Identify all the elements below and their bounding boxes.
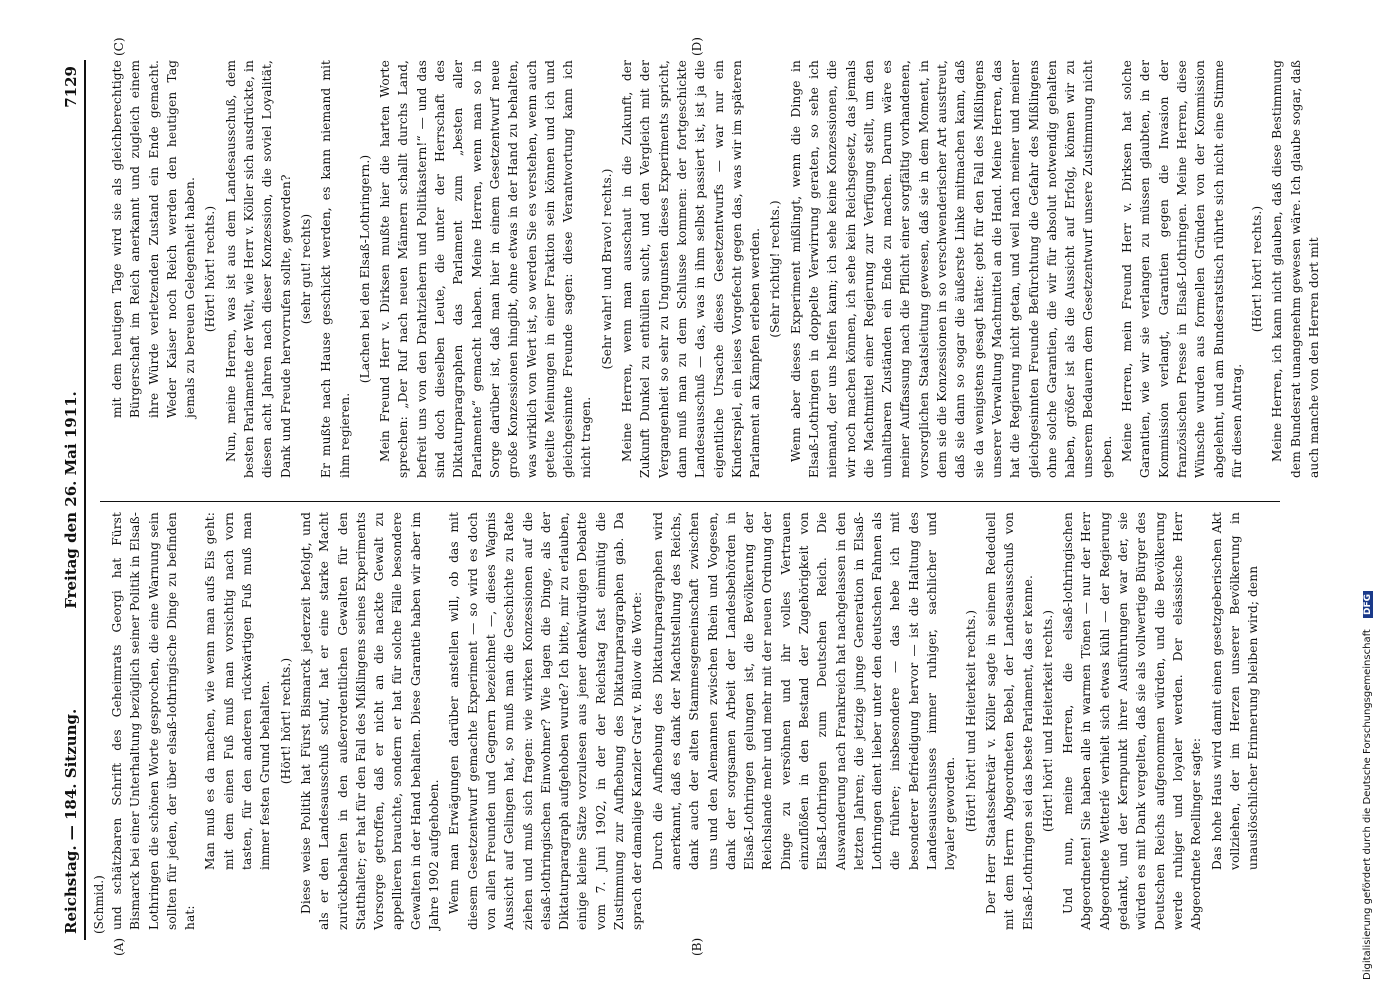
quote: mit dem heutigen Tage wird sie als gleichberechtigte Bürgerschaft im Reich anerkannt und zugleich einem ihre Würde verletzenden Zustand ein Ende gemacht. Weder Kaiser noch Reich werden den heutigen Tag jemals zu bereuen Gelegenheit haben. bbox=[110, 60, 198, 418]
credit-text: Digitalisierung gefördert durch die Deutsche Forschungsgemeinschaft bbox=[1362, 629, 1373, 980]
paragraph: Diese weise Politik hat Fürst Bismarck jederzeit befolgt, und als er den Landesausschuß schuf, hat er eine starke Macht zurückbehalten in den außerordentlichen Gewalten für den Statthalter; er hat für den Fall des Mißlingens seines Experiments Vorsorge getroffen, daß er nicht an die nackte Gewalt zu appellieren brauchte, sondern er hat für solche Fälle besondere Gewalten in der Hand behalten. Diese Garantie haben wir aber im Jahre 1902 aufgehoben. bbox=[298, 512, 442, 930]
paragraph: und schätzbaren Schrift des Geheimrats Georgi hat Fürst Bismarck bei einer Unterhaltung bezüglich seiner Politik in Elsaß-Lothringen die schönen Worte gesprochen, die eine Warnung sein sollten für jeden, der über elsaß-lothringische Dinge zu befinden hat: bbox=[110, 512, 198, 930]
paragraph: Und nun, meine Herren, die elsaß-lothringischen Abgeordneten! Sie haben alle in warmen Tönen — nur der Herr Abgeordnete Wetterlé verhielt sich etwas kühl — der Regierung gedankt, und der Kernpunkt ihrer Ausführungen war der, sie würden es mit Dank vergelten, daß sie als vollwertige Bürger des Deutschen Reichs aufgenommen würden, und die Bevölkerung werde ruhiger und loyaler werden. Der elsässische Herr Abgeordnete Roellinger sagte: bbox=[1061, 512, 1204, 930]
margin-marker-a: (A) bbox=[112, 937, 126, 956]
header-left: Reichstag. — 184. Sitzung. bbox=[62, 708, 80, 934]
margin-marker-d: (D) bbox=[690, 37, 704, 56]
digitization-credit bbox=[1362, 0, 1378, 980]
interjection: (Hört! hört! und Heiterkeit rechts.) bbox=[963, 609, 978, 833]
quote: Man muß es da machen, wie wenn man aufs Eis geht: mit dem einen Fuß muß man vorsichtig nach vorn tasten, für den anderen rückwärtigen Fuß muß man immer festen Grund behalten. bbox=[203, 512, 273, 870]
paragraph: Meine Herren, ich kann nicht glauben, daß diese Bestimmung dem Bundesrat unangenehm gewesen wäre. Ich glaube sogar, daß auch manche von den Herren dort mit bbox=[1270, 60, 1321, 478]
paragraph: Nun, meine Herren, was ist aus dem Landesausschuß, dem besten Parlamente der Welt, wie Herr v. Köller sich ausdrückte, in diesen acht Jahren nach dieser Konzession, die soviel Loyalität, Dank und Freude hervorrufen sollte, geworden? bbox=[223, 60, 293, 478]
paragraph: Wenn aber dieses Experiment mißlingt, wenn die Dinge in Elsaß-Lothringen in doppelte Verwirrung geraten, so sehe ich niemand, der uns helfen kann; ich sehe keine Konzessionen, die wir noch machen können, ich sehe kein Reichsgesetz, das jemals die Machtmittel einer Regierung zur Verfügung stellt, um den unhaltbaren Zuständen ein Ende zu machen. Darum wäre es meiner Auffassung nach die Pflicht einer sorgfältig vorhandenen, vorsorglichen Staatsleitung gewesen, daß sie in dem Moment, in dem sie die Konzessionen in so verschwenderischer Art ausstreut, daß sie dann so sogar die äußerste Linke mitmachen kann, daß sie da wenigstens gesagt hätte: gebt für den Fall des Mißlingens unserer Verwaltung Machtmittel an die Hand. Meine Herren, das hat die Regierung nicht getan, und weil nach meiner und meiner gleichgesinnten Freunde Befürchtung die Gefahr des Mißlingens ohne solche Garantien, die wir für absolut notwendig gehalten haben, größer ist als die Aussicht auf Erfolg, können wir zu unserem Bedauern dem Gesetzentwurf unsere Zustimmung nicht geben. bbox=[788, 60, 1114, 478]
speaker-continuation: (Schmid.) bbox=[92, 875, 106, 934]
page-number: 7129 bbox=[62, 66, 80, 108]
paragraph: Mein Freund Herr v. Dirksen mußte hier die harten Worte sprechen: „Der Ruf nach neuen Männern schallt durchs Land, befreit uns von den Drahtziehern und Politikastern!“ — und das sind doch dieselben Leute, die unter der Herrschaft des Diktaturparagraphen das Parlament zum „besten aller Parlamente“ gemacht haben. Meine Herren, wenn man so in Sorge darüber ist, daß man hier in einem Gesetzentwurf neue große Konzessionen hingibt, ohne etwas in der Hand zu behalten, was wirklich von Wert ist, so werden Sie es verstehen, wenn auch geteilte Meinungen in einer Fraktion sein können und ich und gleichgesinnte Freunde sagen: diese Verantwortung kann ich nicht tragen. bbox=[378, 60, 594, 478]
quote: Durch die Aufhebung des Diktaturparagraphen wird anerkannt, daß es dank der Machtstellung des Reichs, dank auch der alten Stammesgemeinschaft zwischen uns und den Alemannen zwischen Rhein und Vogesen, dank der sorgsamen Arbeit der Landesbehörden in Elsaß-Lothringen gelungen ist, die Bevölkerung der Reichslande mehr und mehr mit der neuen Ordnung der Dinge zu versöhnen und ihr volles Vertrauen einzuflößen in den Bestand der Zugehörigkeit von Elsaß-Lothringen zum Deutschen Reich. Die Auswanderung nach Frankreich hat nachgelassen in den letzten Jahren; die jetzige junge Generation in Elsaß-Lothringen dient lieber unter den deutschen Fahnen als die frühere; insbesondere — das hebe ich mit besonderer Befriedigung hervor — ist die Haltung des Landesausschusses immer ruhiger, sachlicher und loyaler geworden. bbox=[650, 512, 958, 870]
paragraph: Meine Herren, wenn man ausschaut in die Zukunft, der Zukunft Dunkel zu enthüllen sucht, und den Vergleich mit der Vergangenheit so sehr zu Ungunsten dieses Experiments spricht, dann muß man zu dem Schlusse kommen: der fortgeschickte Landesausschuß — das, was in ihm selbst passiert ist, ist ja die eigentliche Ursache dieses Gesetzentwurfs — war nur ein Kinderspiel, ein leises Vorgefecht gegen das, was wir im späteren Parlament an Kämpfen erleben werden. bbox=[620, 60, 763, 478]
quote: Das hohe Haus wird damit einen gesetzgeberischen Akt vollziehen, der im Herzen unserer Bevölkerung in unauslöschlicher Erinnerung bleiben wird; denn bbox=[1209, 512, 1261, 870]
interjection: (Sehr richtig! rechts.) bbox=[768, 200, 783, 338]
interjection: (Hört! hört! rechts.) bbox=[1250, 205, 1265, 333]
margin-marker-b: (B) bbox=[690, 937, 704, 956]
column-divider bbox=[100, 501, 1280, 502]
interjection: (Sehr wahr! und Bravo! rechts.) bbox=[599, 168, 614, 370]
interjection: (sehr gut! rechts) bbox=[298, 213, 313, 325]
header-date: Freitag den 26. Mai 1911. bbox=[62, 391, 80, 609]
right-column bbox=[108, 60, 1321, 478]
paragraph: Der Herr Staatssekretär v. Köller sagte in seinem Rededuell mit dem Herrn Abgeordneten Bebel, der Landesausschuß von Elsaß-Lothringen sei das beste Parlament, das er kenne. bbox=[983, 512, 1035, 930]
page-header bbox=[54, 60, 86, 940]
paragraph: Meine Herren, mein Freund Herr v. Dirksen hat solche Garantien, wie wir sie verlangen zu müssen glaubten, in der Kommission verlangt, Garantien gegen die Invasion der französischen Presse in Elsaß-Lothringen. Meine Herren, diese Wünsche wurden aus formellen Gründen von der Kommission abgelehnt, und am Bundesratstisch rührte sich nicht eine Stimme für diesen Antrag. bbox=[1120, 60, 1244, 478]
interjection: (Lachen bei den Elsaß-Lothringern.) bbox=[357, 154, 372, 384]
interjection: (Hört! hört! rechts.) bbox=[278, 657, 293, 785]
margin-marker-c: (C) bbox=[112, 37, 126, 56]
paragraph: Wenn man Erwägungen darüber anstellen will, ob das mit diesem Gesetzentwurf gemachte Experiment — so wird es doch von allen Freunden und Gegnern bezeichnet —, dieses Wagnis Aussicht auf Gelingen hat, so muß man die Geschichte zu Rate ziehen und muß sich fragen: wie wirken Konzessionen auf die elsaß-lothringischen Einwohner? Wie lagen die Dinge, als der Diktaturparagraph aufgehoben wurde? Ich bitte, mir zu erlauben, einige kleine Sätze vorzulesen aus jener denkwürdigen Debatte vom 7. Juni 1902, in der der Reichstag fast einmütig die Zustimmung zur Aufhebung des Diktaturparagraphen gab. Da sprach der damalige Kanzler Graf v. Bülow die Worte: bbox=[447, 512, 645, 930]
dfg-logo: DFG bbox=[1363, 591, 1373, 618]
interjection: (Hört! hört! rechts.) bbox=[203, 205, 218, 333]
paragraph: Er mußte nach Hause geschickt werden, es kann niemand mit ihm regieren. bbox=[319, 60, 352, 478]
interjection: (Hört! hört! und Heiterkeit rechts.) bbox=[1040, 609, 1055, 833]
left-column bbox=[108, 512, 1268, 930]
